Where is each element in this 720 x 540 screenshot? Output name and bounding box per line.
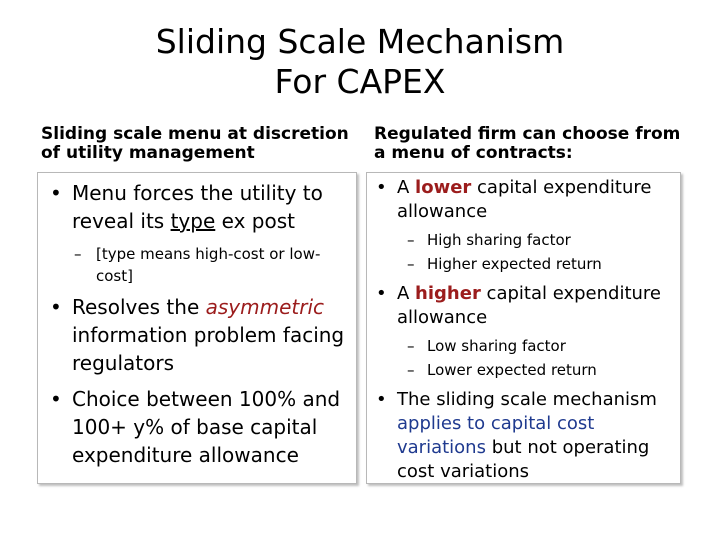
- right-bullet-2: [367, 282, 680, 330]
- right-bullet-3-text: The sliding scale mechanism: [397, 389, 657, 410]
- lower-emphasis: lower: [415, 177, 472, 198]
- left-bullet-1: [38, 179, 356, 235]
- right-bullet-1: [367, 176, 680, 224]
- right-sub-bullet-1a: – High sharing factor: [367, 228, 680, 252]
- right-bullet-1-text: A: [397, 177, 416, 198]
- right-sub-bullet-1b: – Higher expected return: [367, 252, 680, 276]
- right-heading: Regulated firm can choose from a menu of contracts:: [374, 124, 681, 163]
- right-bullet-1-text-end: capital expenditure allowance: [397, 177, 652, 222]
- left-content-box: [37, 172, 357, 484]
- higher-emphasis: higher: [415, 283, 481, 304]
- right-bullet-2-text: A: [397, 283, 416, 304]
- capital-cost-emphasis: applies to capital cost variations: [397, 413, 595, 458]
- right-bullet-3: [367, 388, 680, 484]
- left-bullet-1-text: Menu forces the utility to reveal its: [72, 181, 323, 233]
- left-sub-bullet-1: [38, 243, 356, 287]
- left-bullet-2-text: Resolves the: [72, 295, 206, 319]
- right-sub-bullet-2b: – Lower expected return: [367, 358, 680, 382]
- left-bullet-1-text-end: ex post: [215, 209, 295, 233]
- type-underlined: type: [170, 209, 216, 233]
- left-bullet-2-text-end: information problem facing regulators: [72, 323, 345, 375]
- right-content-box: [366, 172, 681, 484]
- left-sub-bullet-1-text: [type means high-cost or low-cost]: [96, 245, 321, 285]
- title-line-2: For CAPEX: [274, 62, 446, 101]
- left-bullet-2: [38, 293, 356, 377]
- left-bullet-3-text: Choice between 100% and 100+ y% of base capital expenditure allowance: [72, 387, 341, 467]
- left-bullet-3: [38, 385, 356, 469]
- right-sub-bullet-2a: – Low sharing factor: [367, 334, 680, 358]
- right-bullet-2-text-end: capital expenditure allowance: [397, 283, 662, 328]
- left-heading: Sliding scale menu at discretion of utility management: [41, 124, 349, 163]
- asymmetric-emphasis: asymmetric: [205, 295, 325, 319]
- right-bullet-3-text-end: but not operating cost variations: [397, 437, 650, 482]
- title-line-1: Sliding Scale Mechanism: [155, 22, 565, 61]
- slide-title: [0, 22, 720, 102]
